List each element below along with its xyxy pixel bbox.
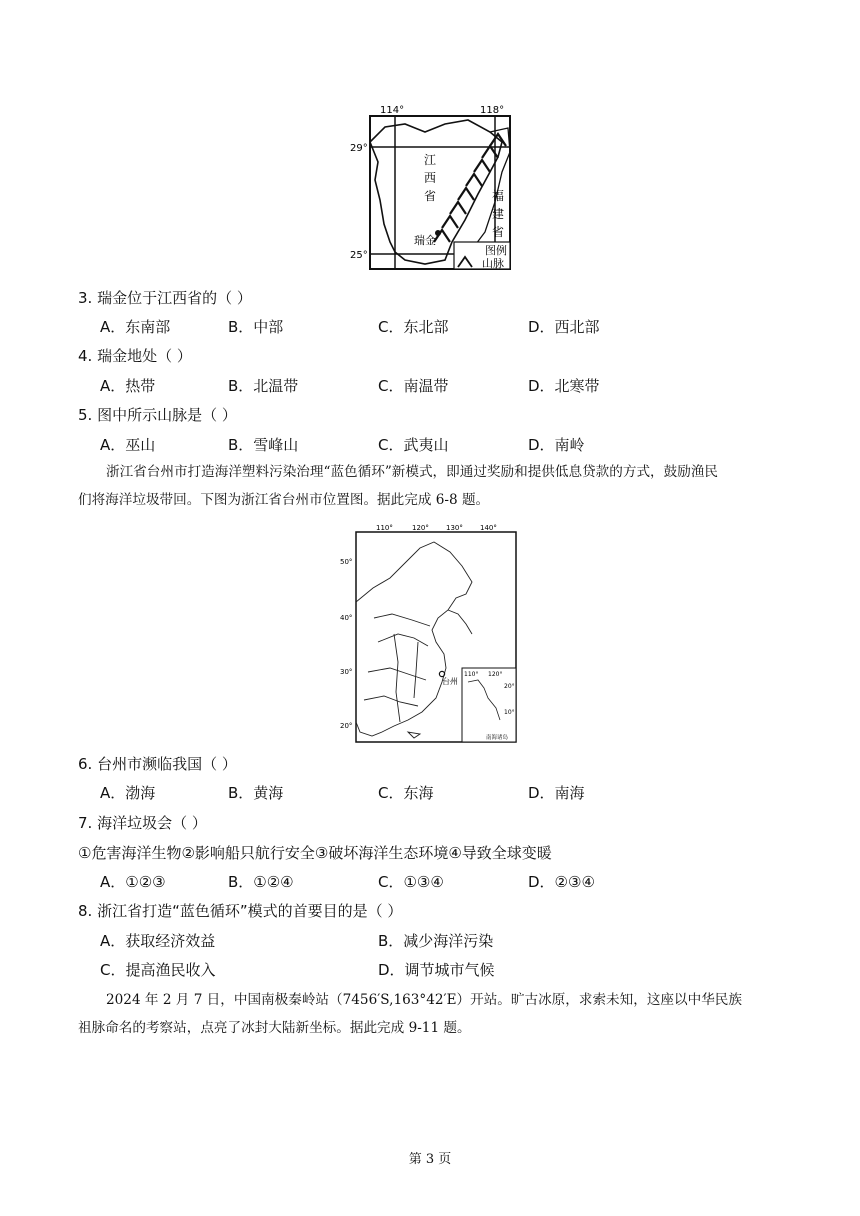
lat-label-20: 20° [340, 722, 353, 730]
q7-option-b: B．①②④ [228, 873, 294, 891]
q7-option-d: D．②③④ [528, 873, 595, 891]
question-3: 3. 瑞金位于江西省的（ ） [78, 289, 252, 307]
q3-option-c: C．东北部 [378, 318, 449, 336]
q4-option-c: C．南温带 [378, 377, 449, 395]
inset-lat-10: 10° [504, 709, 515, 716]
lon-label-110: 110° [376, 524, 393, 532]
q3-option-d: D．西北部 [528, 318, 600, 336]
inset-lon-120: 120° [488, 671, 503, 678]
question-7: 7. 海洋垃圾会（ ） [78, 814, 207, 832]
jiangxi-map [350, 102, 530, 272]
q5-option-c: C．武夷山 [378, 436, 449, 454]
south-china-sea-inset [462, 668, 516, 742]
taizhou-label: 台州 [442, 677, 458, 686]
q6-option-c: C．东海 [378, 784, 434, 802]
q4-option-d: D．北寒带 [528, 377, 600, 395]
q6-option-b: B．黄海 [228, 784, 284, 802]
q3-option-a: A．东南部 [100, 318, 171, 336]
fujian-label-3: 省 [492, 225, 505, 239]
q7-option-a: A．①②③ [100, 873, 166, 891]
question-6: 6. 台州市濒临我国（ ） [78, 755, 237, 773]
q7-statements: ①危害海洋生物②影响船只航行安全③破坏海洋生态环境④导致全球变暖 [78, 844, 552, 862]
q8-option-a: A．获取经济效益 [100, 932, 216, 950]
jiangxi-label-3: 省 [424, 189, 437, 203]
q5-option-d: D．南岭 [528, 436, 585, 454]
lat-label-50: 50° [340, 558, 353, 566]
inset-lon-110: 110° [464, 671, 479, 678]
passage-qinling-line-2: 祖脉命名的考察站，点亮了冰封大陆新坐标。据此完成 9-11 题。 [78, 1020, 471, 1036]
legend-title: 图例 [485, 244, 507, 257]
lat-label-40: 40° [340, 614, 353, 622]
q8-option-b: B．减少海洋污染 [378, 932, 494, 950]
lon-label-130: 130° [446, 524, 463, 532]
q4-option-b: B．北温带 [228, 377, 299, 395]
legend-item: 山脉 [482, 257, 504, 270]
passage-taizhou-line-2: 们将海洋垃圾带回。下图为浙江省台州市位置图。据此完成 6-8 题。 [78, 492, 490, 508]
q5-option-a: A．巫山 [100, 436, 156, 454]
question-5: 5. 图中所示山脉是（ ） [78, 406, 237, 424]
q6-option-d: D．南海 [528, 784, 585, 802]
ruijin-label: 瑞金 [414, 234, 436, 247]
lon-label-140: 140° [480, 524, 497, 532]
passage-qinling-line-1: 2024 年 2 月 7 日，中国南极秦岭站（7456′S,163°42′E）开站。旷古冰原，求索未知，这座以中华民族 [106, 992, 742, 1008]
inset-lat-20: 20° [504, 683, 515, 690]
passage-taizhou-line-1: 浙江省台州市打造海洋塑料污染治理“蓝色循环”新模式，即通过奖励和提供低息贷款的方式，鼓励渔民 [106, 464, 719, 480]
q4-option-a: A．热带 [100, 377, 156, 395]
jiangxi-label-2: 西 [424, 171, 437, 185]
q7-option-c: C．①③④ [378, 873, 444, 891]
q6-option-a: A．渤海 [100, 784, 156, 802]
fujian-label-2: 建 [492, 207, 505, 221]
page-number: 第 3 页 [408, 1152, 452, 1167]
lat-label-25: 25° [350, 250, 368, 261]
lat-label-30: 30° [340, 668, 353, 676]
lon-label-114: 114° [380, 105, 405, 116]
question-4: 4. 瑞金地处（ ） [78, 347, 192, 365]
lon-label-118: 118° [480, 105, 505, 116]
passage-qinling-station [78, 986, 794, 1042]
question-8: 8. 浙江省打造“蓝色循环”模式的首要目的是（ ） [78, 902, 403, 920]
passage-taizhou [78, 458, 794, 514]
inset-caption: 南海诸岛 [486, 735, 509, 741]
lon-label-120: 120° [412, 524, 429, 532]
fujian-label-1: 福 [492, 189, 505, 203]
q8-option-c: C．提高渔民收入 [100, 961, 216, 979]
taizhou-map [338, 522, 518, 744]
lat-label-29: 29° [350, 143, 368, 154]
q5-option-b: B．雪峰山 [228, 436, 299, 454]
q3-option-b: B．中部 [228, 318, 284, 336]
jiangxi-label-1: 江 [424, 153, 437, 167]
q8-option-d: D．调节城市气候 [378, 961, 495, 979]
